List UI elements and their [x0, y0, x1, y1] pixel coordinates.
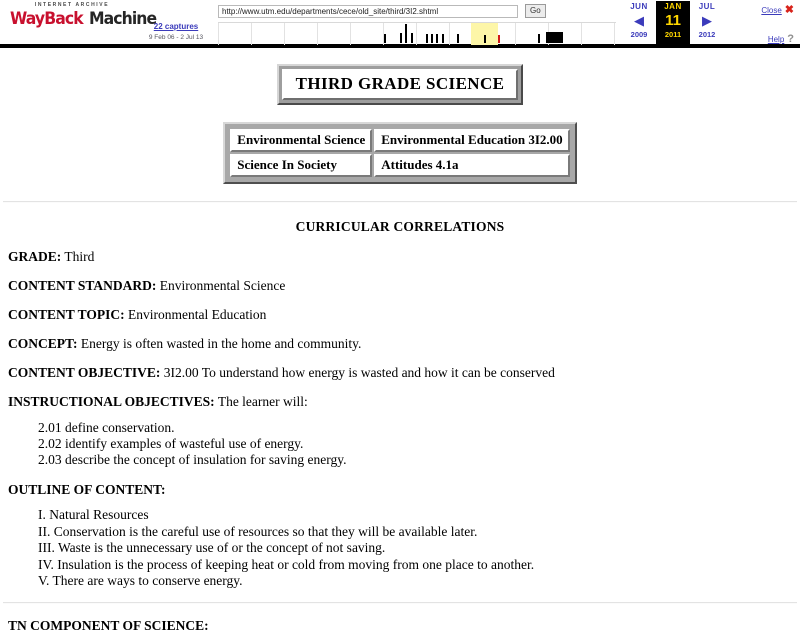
list-item: IV. Insulation is the process of keeping heat or cold from moving from one place to another. [38, 556, 535, 572]
outline-content-list [0, 507, 800, 590]
list-item: II. Conservation is the careful use of resources so that they will be available later. [38, 523, 478, 539]
help-label[interactable]: Help [767, 35, 785, 44]
internet-archive-label: INTERNET ARCHIVE [34, 2, 110, 8]
current-capture-date [656, 1, 690, 40]
timeline-separator [317, 23, 318, 45]
field-concept-value: Energy is often wasted in the home and community. [77, 336, 362, 351]
list-item: I. Natural Resources [38, 507, 149, 522]
next-capture-nav[interactable] [690, 1, 724, 40]
banner-outer-bevel [277, 64, 524, 105]
field-instructional-objectives-value: The learner will: [214, 394, 308, 409]
timeline-separator [449, 23, 450, 45]
captures-date-range: 9 Feb 06 - 2 Jul 13 [148, 34, 204, 41]
field-concept [0, 336, 800, 351]
capture-tick[interactable] [442, 34, 444, 43]
timeline-separator [515, 23, 516, 45]
capture-tick[interactable] [405, 24, 407, 43]
capture-tick[interactable] [411, 33, 413, 43]
close-icon[interactable]: ✖ [784, 4, 794, 16]
table-cell-standard: Environmental Science [230, 129, 372, 152]
timeline-separator [614, 23, 615, 45]
capture-tick-current[interactable] [498, 35, 500, 43]
logo-text-machine: Machine [89, 9, 157, 29]
archived-page [0, 48, 800, 634]
prev-arrow-icon[interactable]: ◀ [634, 13, 644, 28]
field-content-objective-label: CONTENT OBJECTIVE: [8, 365, 161, 380]
timeline-separator [284, 23, 285, 45]
table-cell-topic: Environmental Education 3I2.00 [374, 129, 569, 152]
capture-tick[interactable] [384, 34, 386, 43]
capture-tick[interactable] [426, 34, 428, 43]
section-heading: CURRICULAR CORRELATIONS [295, 219, 505, 234]
go-button[interactable]: Go [525, 4, 546, 18]
list-item: 2.01 define conservation. [38, 420, 175, 435]
capture-tick[interactable] [538, 34, 540, 43]
capture-tick[interactable] [400, 33, 402, 43]
wayback-logo[interactable] [10, 2, 157, 29]
timeline-separator [416, 23, 417, 45]
wayback-toolbar [0, 0, 800, 48]
timeline-separator [581, 23, 582, 45]
url-input[interactable] [218, 5, 518, 18]
list-item: III. Waste is the unnecessary use of or the concept of not saving. [38, 540, 386, 555]
timeline-separator [218, 23, 219, 45]
capture-tick[interactable] [484, 35, 486, 43]
list-item: V. There are ways to conserve energy. [38, 573, 243, 588]
divider-bottom [3, 602, 797, 604]
close-label[interactable]: Close [761, 6, 782, 15]
field-content-objective-value: 3I2.00 To understand how energy is wasted and how it can be conserved [160, 365, 555, 380]
question-mark-icon[interactable]: ? [787, 33, 794, 45]
field-grade-value: Third [61, 249, 95, 264]
capture-tick-cluster[interactable] [546, 32, 563, 43]
field-grade [0, 249, 800, 264]
field-concept-label: CONCEPT: [8, 336, 78, 351]
prev-month-label: JUN [630, 2, 648, 11]
help-control[interactable] [768, 33, 794, 45]
list-item: 2.03 describe the concept of insulation for saving energy. [38, 452, 347, 467]
field-content-standard-value: Environmental Science [156, 278, 286, 293]
field-outline-of-content [0, 482, 800, 497]
instructional-objectives-list [0, 420, 800, 468]
field-content-topic [0, 307, 800, 322]
captures-count-link[interactable]: 22 captures [153, 22, 199, 31]
field-tn-component: TN COMPONENT OF SCIENCE: [8, 617, 209, 633]
next-month-label: JUL [698, 2, 716, 11]
info-table-bevel [223, 122, 576, 184]
table-row [230, 154, 569, 177]
timeline-separator [350, 23, 351, 45]
info-table-wrap [0, 122, 800, 189]
course-info-table [228, 127, 571, 179]
captures-summary [130, 22, 222, 43]
url-bar [218, 4, 546, 18]
capture-tick[interactable] [457, 34, 459, 43]
banner-inner-bevel [282, 69, 519, 100]
page-banner [0, 64, 800, 105]
field-instructional-objectives-label: INSTRUCTIONAL OBJECTIVES: [8, 394, 215, 409]
current-year-label: 2011 [664, 30, 682, 39]
capture-timeline[interactable] [218, 22, 616, 44]
table-cell-attitudes: Attitudes 4.1a [374, 154, 569, 177]
field-content-standard [0, 278, 800, 293]
list-item: 2.02 identify examples of wasteful use of energy. [38, 436, 304, 451]
close-toolbar-control[interactable] [761, 3, 794, 16]
wayback-machine-wordmark [10, 9, 157, 29]
prev-year-label: 2009 [630, 30, 648, 39]
table-row [230, 129, 569, 152]
divider-top [3, 201, 797, 203]
timeline-separator [251, 23, 252, 45]
field-content-topic-value: Environmental Education [124, 307, 267, 322]
field-outline-label: OUTLINE OF CONTENT: [8, 482, 166, 497]
field-content-objective [0, 365, 800, 380]
date-navigator [620, 1, 732, 45]
field-content-topic-label: CONTENT TOPIC: [8, 307, 125, 322]
field-instructional-objectives [0, 394, 800, 409]
capture-tick[interactable] [436, 34, 438, 43]
previous-capture-nav[interactable] [622, 1, 656, 40]
page-title: THIRD GRADE SCIENCE [295, 74, 505, 93]
current-month-label: JAN [664, 2, 682, 11]
logo-text-wayback: WayBack [10, 9, 83, 29]
field-content-standard-label: CONTENT STANDARD: [8, 278, 157, 293]
next-year-label: 2012 [698, 30, 716, 39]
table-cell-society: Science In Society [230, 154, 372, 177]
field-grade-label: GRADE: [8, 249, 62, 264]
current-day-label: 11 [665, 12, 681, 29]
next-arrow-icon[interactable]: ▶ [702, 13, 712, 28]
capture-tick[interactable] [431, 34, 433, 43]
